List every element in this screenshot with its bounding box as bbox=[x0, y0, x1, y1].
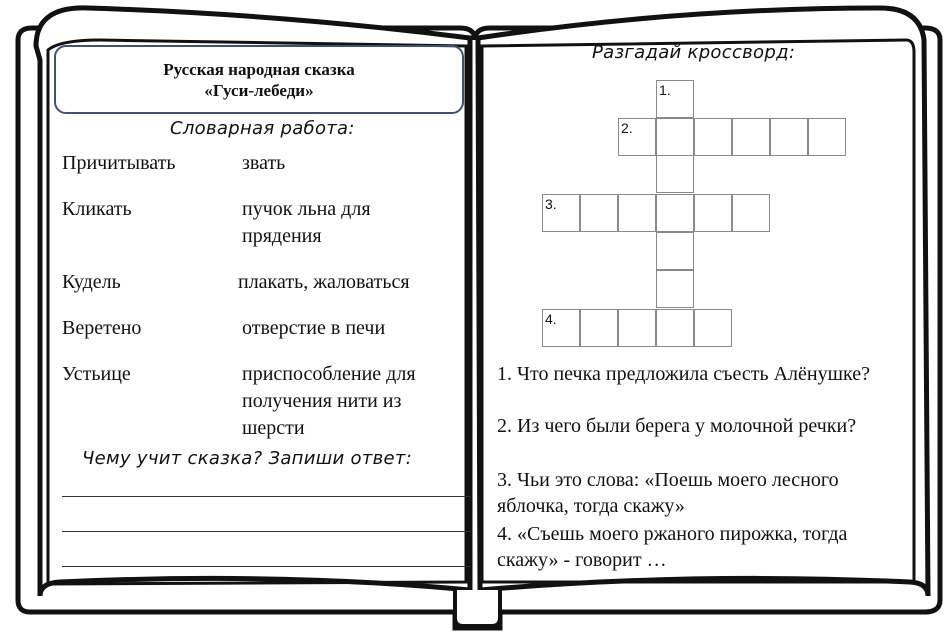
crossword-number-1: 1. bbox=[659, 82, 671, 98]
crossword-number-2: 2. bbox=[621, 120, 633, 136]
vocab-meaning-2: пучок льна для прядения bbox=[242, 198, 371, 247]
question-heading: Чему учит сказка? Запиши ответ: bbox=[82, 448, 413, 469]
crossword-cell[interactable] bbox=[656, 232, 694, 270]
vocab-meaning-1: звать bbox=[242, 152, 286, 174]
crossword-cell[interactable] bbox=[580, 194, 618, 232]
crossword-clue-2: 2. Из чего были берега у молочной речки? bbox=[497, 415, 857, 437]
crossword-cell[interactable] bbox=[656, 155, 694, 193]
vocab-word-5: Устьице bbox=[62, 363, 131, 385]
crossword-number-3: 3. bbox=[545, 196, 557, 212]
crossword-cell[interactable] bbox=[656, 270, 694, 308]
crossword-cell[interactable] bbox=[694, 118, 732, 156]
vocab-heading: Словарная работа: bbox=[170, 118, 355, 139]
crossword-cell[interactable] bbox=[732, 194, 770, 232]
crossword-cell[interactable] bbox=[656, 80, 694, 118]
vocab-meaning-4: отверстие в печи bbox=[242, 317, 386, 339]
crossword-cell[interactable] bbox=[618, 118, 656, 156]
crossword-cell[interactable] bbox=[656, 118, 694, 156]
crossword-cell[interactable] bbox=[808, 118, 846, 156]
answer-line-3[interactable] bbox=[62, 566, 470, 567]
crossword-clue-1: 1. Что печка предложила съесть Алёнушке? bbox=[497, 363, 870, 385]
crossword-heading: Разгадай кроссворд: bbox=[592, 42, 796, 63]
story-title-box bbox=[54, 45, 464, 114]
vocab-word-4: Веретено bbox=[62, 317, 142, 339]
answer-line-2[interactable] bbox=[62, 531, 470, 532]
crossword-cell[interactable] bbox=[542, 309, 580, 347]
vocab-meaning-3: плакать, жаловаться bbox=[238, 271, 410, 293]
crossword-cell[interactable] bbox=[656, 194, 694, 232]
crossword-cell[interactable] bbox=[618, 309, 656, 347]
crossword-cell[interactable] bbox=[542, 194, 580, 232]
crossword-cell[interactable] bbox=[770, 118, 808, 156]
vocab-word-3: Кудель bbox=[62, 271, 121, 293]
crossword-cell[interactable] bbox=[580, 309, 618, 347]
crossword-number-4: 4. bbox=[545, 311, 557, 327]
crossword-clue-3: 3. Чьи это слова: «Поешь моего лесного яблочка, тогда скажу» bbox=[497, 469, 839, 517]
crossword-cell[interactable] bbox=[694, 194, 732, 232]
crossword-cell[interactable] bbox=[656, 309, 694, 347]
vocab-word-2: Кликать bbox=[62, 198, 132, 220]
crossword-cell[interactable] bbox=[732, 118, 770, 156]
vocab-meaning-5: приспособление для получения нити из шерсти bbox=[242, 363, 416, 439]
answer-line-1[interactable] bbox=[62, 496, 470, 497]
vocab-word-1: Причитывать bbox=[62, 152, 176, 174]
story-title-line2: «Гуси-лебеди» bbox=[204, 80, 314, 100]
crossword-cell[interactable] bbox=[694, 309, 732, 347]
crossword-clue-4: 4. «Съешь моего ржаного пирожка, тогда скажу» - говорит … bbox=[497, 523, 848, 571]
crossword-cell[interactable] bbox=[618, 194, 656, 232]
story-title-line1: Русская народная сказка bbox=[163, 59, 355, 79]
